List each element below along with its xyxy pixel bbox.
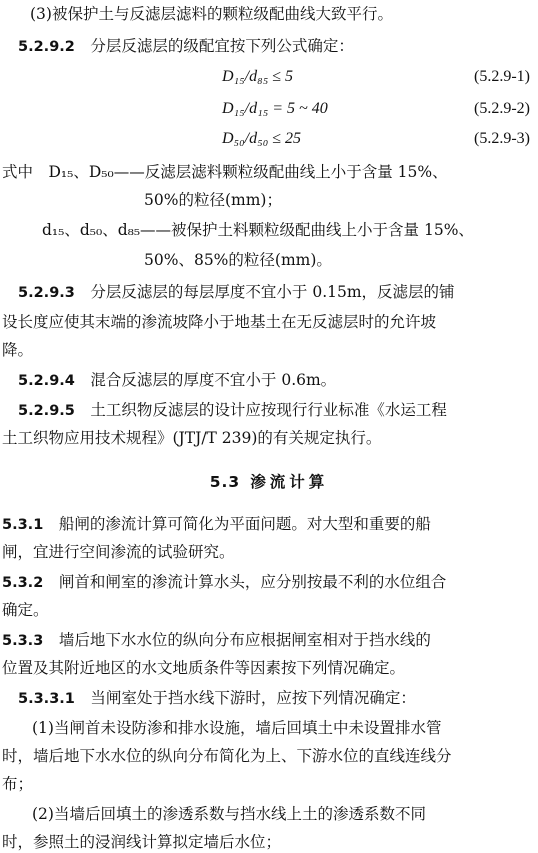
clause-5-3-1: 5.3.1 船闸的渗流计算可简化为平面问题。对大型和重要的船 — [2, 515, 431, 533]
clause-number: 5.3.2 — [2, 575, 44, 591]
text-line: 降。 — [2, 341, 34, 359]
text-line: (2)当墙后回填土的渗透系数与挡水线上土的渗透系数不同 — [32, 805, 426, 823]
clause-number: 5.3.3 — [2, 633, 44, 649]
legend-line: 50%、85%的粒径(mm)。 — [144, 251, 332, 269]
clause-5-3-3-1: 5.3.3.1 当闸室处于挡水线下游时，应按下列情况确定： — [18, 689, 416, 707]
section-title: 渗流计算 — [250, 472, 329, 491]
section-number: 5.3 — [209, 473, 241, 491]
clause-5-3-3: 5.3.3 墙后地下水水位的纵向分布应根据闸室相对于挡水线的 — [2, 631, 431, 649]
legend-line: 式中 D₁₅、D₅₀——反滤层滤料颗粒级配曲线上小于含量 15%、 — [2, 163, 448, 181]
text-line: 时，参照土的浸润线计算拟定墙后水位； — [2, 833, 282, 851]
text-line: 位置及其附近地区的水文地质条件等因素按下列情况确定。 — [2, 659, 406, 677]
clause-number: 5.2.9.3 — [18, 285, 75, 301]
legend-line: d₁₅、d₅₀、d₈₅——被保护土料颗粒级配曲线上小于含量 15%、 — [42, 221, 474, 239]
text-line: 时，墙后地下水水位的纵向分布简化为上、下游水位的直线连线分 — [2, 747, 452, 765]
legend-line: 50%的粒径(mm)； — [144, 191, 282, 209]
formula-3: D₅₀/d₅₀ ≤ 25 — [222, 130, 302, 147]
formula-1: D₁₅/d₈₅ ≤ 5 — [222, 68, 294, 85]
text-line: 确定。 — [2, 601, 49, 619]
clause-number: 5.2.9.4 — [18, 373, 75, 389]
text-line: 土工织物应用技术规程》(JTJ/T 239)的有关规定执行。 — [2, 429, 382, 447]
text-line: (3)被保护土与反滤层滤料的颗粒级配曲线大致平行。 — [30, 5, 393, 23]
text-line: 布； — [2, 775, 34, 793]
formula-2: D₁₅/d₁₅ = 5 ~ 40 — [222, 100, 328, 117]
section-heading — [0, 470, 538, 492]
clause-5-2-9-2: 5.2.9.2 分层反滤层的级配宜按下列公式确定： — [18, 37, 354, 55]
text-line: 闸，宜进行空间渗流的试验研究。 — [2, 543, 235, 561]
clause-5-2-9-3: 5.2.9.3 分层反滤层的每层厚度不宜小于 0.15m，反滤层的铺 — [18, 283, 455, 301]
equation-number-2: (5.2.9-2) — [474, 100, 530, 117]
clause-5-2-9-4: 5.2.9.4 混合反滤层的厚度不宜小于 0.6m。 — [18, 371, 337, 389]
clause-number: 5.2.9.5 — [18, 403, 75, 419]
text-line: (1)当闸首未设防渗和排水设施，墙后回填土中未设置排水管 — [32, 719, 442, 737]
equation-number-1: (5.2.9-1) — [474, 68, 530, 85]
text-line: 设长度应使其末端的渗流坡降小于地基土在无反滤层时的允许坡 — [2, 313, 437, 331]
clause-number: 5.2.9.2 — [18, 39, 75, 55]
equation-number-3: (5.2.9-3) — [474, 130, 530, 147]
clause-number: 5.3.3.1 — [18, 691, 75, 707]
clause-number: 5.3.1 — [2, 517, 44, 533]
clause-5-3-2: 5.3.2 闸首和闸室的渗流计算水头，应分别按最不利的水位组合 — [2, 573, 447, 591]
clause-5-2-9-5: 5.2.9.5 土工织物反滤层的设计应按现行行业标准《水运工程 — [18, 401, 447, 419]
